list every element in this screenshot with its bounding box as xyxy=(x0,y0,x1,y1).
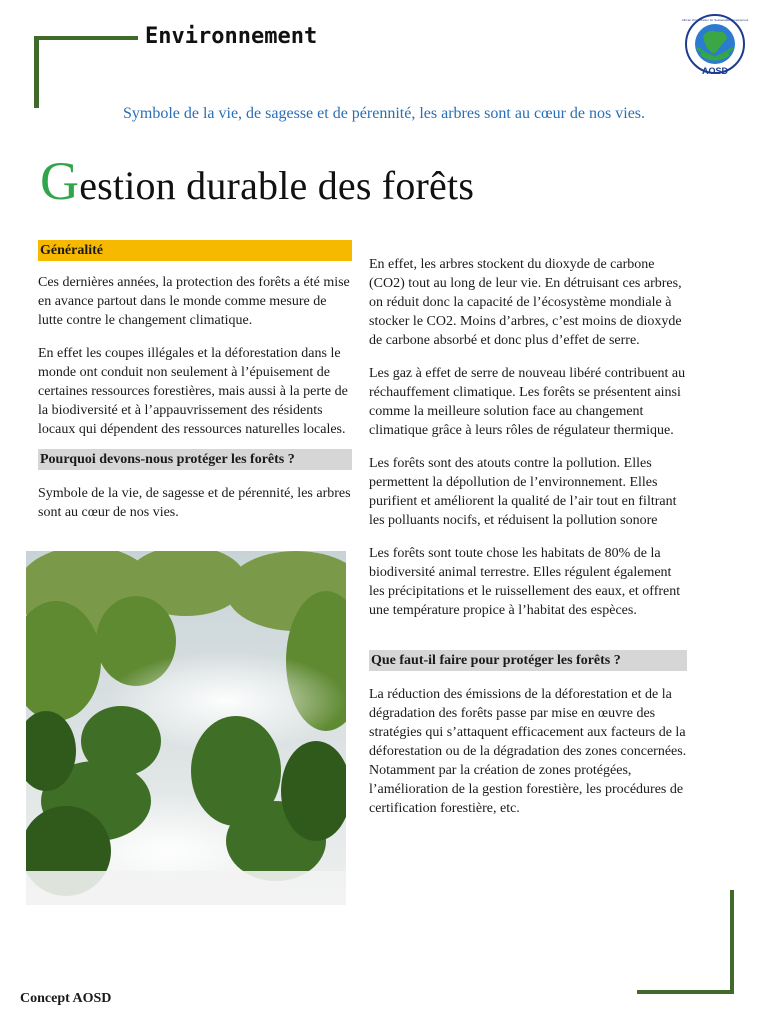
section-label: Environnement xyxy=(145,24,318,49)
corner-frame-bottom-right-horizontal xyxy=(637,990,734,994)
paragraph: Les forêts sont toute chose les habitats de 80% de la biodiversité animal terrestre. Elles régulent également les précipitations et le ruissellement des eaux, et offrent une température propice à l’habitat des espèces. xyxy=(369,546,681,618)
page-title xyxy=(40,150,474,212)
paragraph: Les gaz à effet de serre de nouveau libéré contribuent au réchauffement climatique. Les forêts se présentent ainsi comme la meilleure solution face au changement climatique grâce à leurs rôles de régulateur thermique. xyxy=(369,366,686,438)
corner-frame-top-left-vertical xyxy=(34,36,39,108)
paragraph: En effet, les arbres stockent du dioxyde de carbone (CO2) tout au long de leur vie. En détruisant ces arbres, on réduit donc la capacité de l’écosystème mondiale à stocker le CO2. Moins d’arbres, c’est moins de dioxyde de carbone absorbé et donc plus d’effet de serre. xyxy=(369,257,682,348)
paragraph: Symbole de la vie, de sagesse et de pérennité, les arbres sont au cœur de nos vies. xyxy=(38,486,351,520)
heading-que-faire: Que faut-il faire pour protéger les forêts ? xyxy=(369,650,687,671)
heading-generalite: Généralité xyxy=(38,240,352,261)
logo-ring-text: African Organization for Sustainable Development xyxy=(681,18,749,22)
corner-frame-top-left-horizontal xyxy=(34,36,138,40)
footer-credit: Concept AOSD xyxy=(20,991,112,1006)
paragraph: La réduction des émissions de la déforestation et de la dégradation des forêts passe par mise en œuvre des stratégies qui s’attaquent efficacement aux facteurs de la déforestation ou de la dégradation des zones concernées. Notamment par la création de zones protégées, l’amélioration de la gestion forestière, les procédures de certification forestière, etc. xyxy=(369,687,687,816)
tagline: Symbole de la vie, de sagesse et de pérennité, les arbres sont au cœur de nos vies. xyxy=(122,105,646,122)
right-column xyxy=(369,255,687,832)
paragraph: Les forêts sont des atouts contre la pollution. Elles permettent la dépollution de l’environnement. Elles purifient et améliorent la qualité de l’air tout en filtrant les polluants nocifs, et réduisent la pollution sonore xyxy=(369,456,677,528)
aosd-logo xyxy=(675,14,755,78)
title-rest: estion durable des forêts xyxy=(79,163,475,208)
left-column xyxy=(38,240,352,536)
heading-pourquoi: Pourquoi devons-nous protéger les forêts ? xyxy=(38,449,352,470)
forest-photo xyxy=(26,551,346,905)
paragraph: En effet les coupes illégales et la déforestation dans le monde ont conduit non seulement à l’épuisement de certaines ressources forestières, mais aussi à la perte de la biodiversité et à l’appauvrissement des résidents locaux qui dépendent des ressources naturelles locales. xyxy=(38,346,348,437)
logo-text: AOSD xyxy=(701,66,729,76)
corner-frame-bottom-right-vertical xyxy=(730,890,734,994)
paragraph: Ces dernières années, la protection des forêts a été mise en avance partout dans le monde comme mesure de lutte contre le changement climatique. xyxy=(38,275,350,328)
title-initial: G xyxy=(40,151,80,211)
